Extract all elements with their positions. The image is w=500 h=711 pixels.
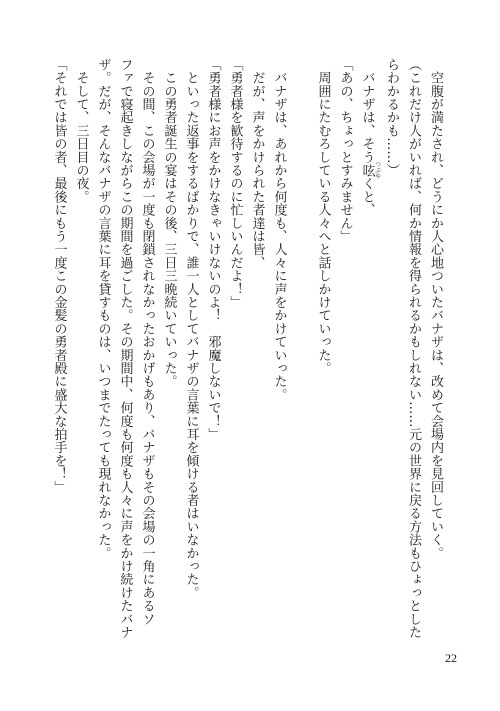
text-line: ザ。だが、そんなバナザの言葉に耳を貸すものは、いつまでたっても現れなかった。 xyxy=(95,58,111,560)
ruby-annotation xyxy=(359,161,381,180)
text-line: 「勇者様にお声をかけなきゃいけないのよ！ 邪魔しないで！」 xyxy=(205,58,221,441)
ruby-reading: つぶや xyxy=(373,161,381,180)
text-line: らわかるかも……） xyxy=(384,58,399,177)
text-line: 「勇者様を歓待するのに忙しいんだよ！」 xyxy=(227,58,243,309)
blank-line xyxy=(290,58,312,71)
text-line: 空腹が満たされ、どうにか人心地ついたバナザは、改めて会場内を見回していく。 xyxy=(428,58,443,560)
ruby-base: 呟 xyxy=(359,161,375,180)
text-line: といった返事をするばかりで、誰一人としてバナザの言葉に耳を傾ける者はいなかった。 xyxy=(183,58,199,600)
text-segment: バナザは、そう xyxy=(359,58,375,164)
text-line-with-ruby xyxy=(356,58,381,632)
text-line: だが、声をかけられた者達は皆、 xyxy=(249,58,265,270)
text-line: その間、この会場が一度も閉鎖されなかったおかげもあり、バナザもその会場の一角にあるソ xyxy=(139,58,155,626)
text-line: 周囲にたむろしている人々へと話しかけていった。 xyxy=(315,58,331,375)
page-number: 22 xyxy=(445,651,457,665)
text-line: 「それでは皆の者、最後にもう一度この金髪の勇者殿に盛大な拍手を！」 xyxy=(51,58,67,494)
text-line: ファで寝起きしながらこの期間を過ごした。その期間中、何度も何度も人々に声をかけ続けたバナ xyxy=(117,58,133,639)
text-line: 「あの、ちょっとすみません」 xyxy=(337,58,353,243)
vertical-text-body xyxy=(51,58,446,639)
text-line: バナザは、あれから何度も、人々に声をかけていった。 xyxy=(271,58,287,402)
text-line: （これだけ人がいれば、何か情報を得られるかもしれない……元の世界に戻る方法もひょっとした xyxy=(406,58,421,639)
text-line: この勇者誕生の宴はその後、三日三晩続いていった。 xyxy=(161,58,177,388)
text-segment: くと、 xyxy=(359,176,375,217)
text-line: そして、三日目の夜。 xyxy=(73,58,89,204)
